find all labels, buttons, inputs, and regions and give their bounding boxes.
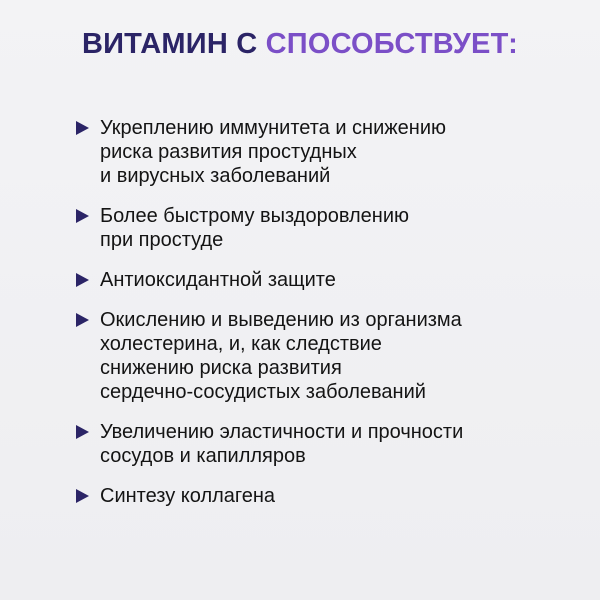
list-item [76,420,546,468]
list-item-text: Синтезу коллагена [100,485,276,507]
list-item-text: Увеличению эластичности и прочности сосудов и капилляров [100,421,464,467]
title-part-vitamin-c: ВИТАМИН С [82,28,258,60]
list-item [76,268,546,292]
play-triangle-icon [76,313,89,327]
list-item-text: Более быстрому выздоровлению при простуде [100,205,409,251]
title-part-promotes: СПОСОБСТВУЕТ: [265,28,518,60]
list-item-text: Окислению и выведению из организма холестерина, и, как следствие снижению риска развития сердечно-сосудистых заболеваний [100,309,462,403]
list-item-text: Укреплению иммунитета и снижению риска развития простудных и вирусных заболеваний [100,117,446,187]
benefits-list [76,116,546,524]
play-triangle-icon [76,273,89,287]
list-item [76,116,546,188]
play-triangle-icon [76,489,89,503]
list-item [76,204,546,252]
play-triangle-icon [76,209,89,223]
list-item [76,484,546,508]
page-title [0,26,600,62]
play-triangle-icon [76,121,89,135]
list-item-text: Антиоксидантной защите [100,269,336,291]
play-triangle-icon [76,425,89,439]
list-item [76,308,546,404]
